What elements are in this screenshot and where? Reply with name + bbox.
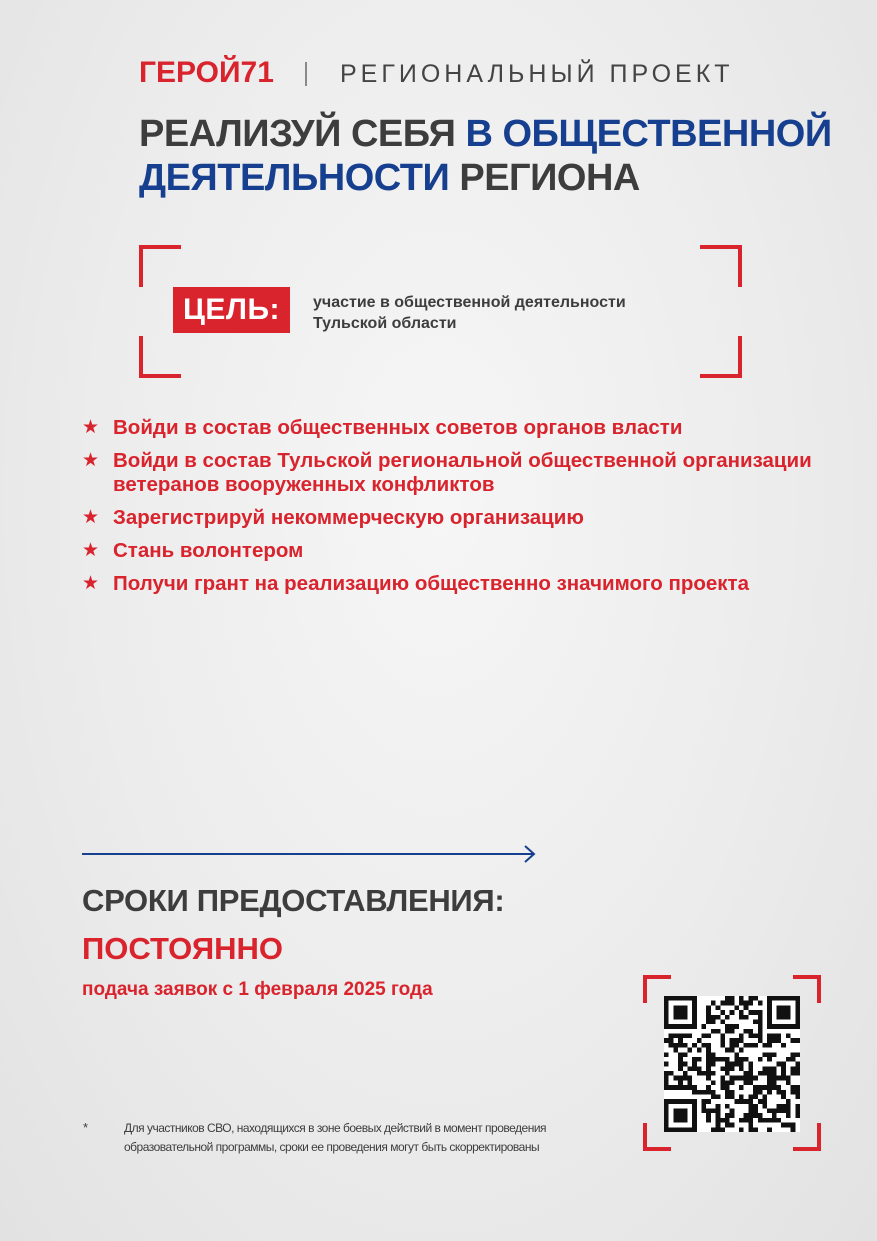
list-item-text: Стань волонтером (113, 539, 304, 562)
headline-part-2: В ОБЩЕСТВЕННОЙ ДЕЯТЕЛЬНОСТИ (139, 113, 832, 199)
arrow-right-icon (82, 844, 538, 864)
brand-logo-text: ГЕРОЙ71 (139, 56, 274, 89)
frame-corner-bottom-right (700, 336, 742, 378)
terms-value: ПОСТОЯННО (82, 931, 284, 966)
list-item-text: Зарегистрируй некоммерческую организацию (113, 506, 584, 529)
frame-corner-top-left (139, 245, 181, 287)
list-item-text: Получи грант на реализацию общественно значимого проекта (113, 572, 750, 595)
star-icon: ★ (82, 450, 100, 471)
list-item (82, 572, 842, 596)
headline-part-1: РЕАЛИЗУЙ СЕБЯ (139, 113, 466, 155)
goal-badge: ЦЕЛЬ: (173, 287, 290, 333)
list-item (82, 539, 842, 563)
terms-note: подача заявок с 1 февраля 2025 года (82, 979, 433, 1000)
project-label: РЕГИОНАЛЬНЫЙ ПРОЕКТ (340, 60, 734, 88)
list-item (82, 449, 842, 497)
list-item (82, 416, 842, 440)
star-icon: ★ (82, 540, 100, 561)
headline-part-3: РЕГИОНА (449, 157, 640, 199)
list-item-text: Войди в состав общественных советов органов власти (113, 416, 683, 439)
benefits-list (82, 416, 842, 605)
goal-text: участие в общественной деятельности Тульской области (313, 294, 626, 332)
qr-code-icon[interactable] (664, 996, 800, 1132)
terms-label: СРОКИ ПРЕДОСТАВЛЕНИЯ: (82, 883, 505, 918)
star-icon: ★ (82, 573, 100, 594)
list-item-text: Войди в состав Тульской региональной общественной организации ветеранов вооруженных конфликтов (113, 449, 812, 496)
frame-corner-top-right (700, 245, 742, 287)
footnote-text: Для участников СВО, находящихся в зоне боевых действий в момент проведения образовательной программы, сроки ее проведения могут быть скорректированы (124, 1121, 547, 1154)
page-headline (139, 112, 839, 200)
star-icon: ★ (82, 507, 100, 528)
list-item (82, 506, 842, 530)
star-icon: ★ (82, 417, 100, 438)
footnote-marker: * (83, 1120, 89, 1135)
frame-corner-bottom-left (139, 336, 181, 378)
header-divider (305, 62, 307, 86)
